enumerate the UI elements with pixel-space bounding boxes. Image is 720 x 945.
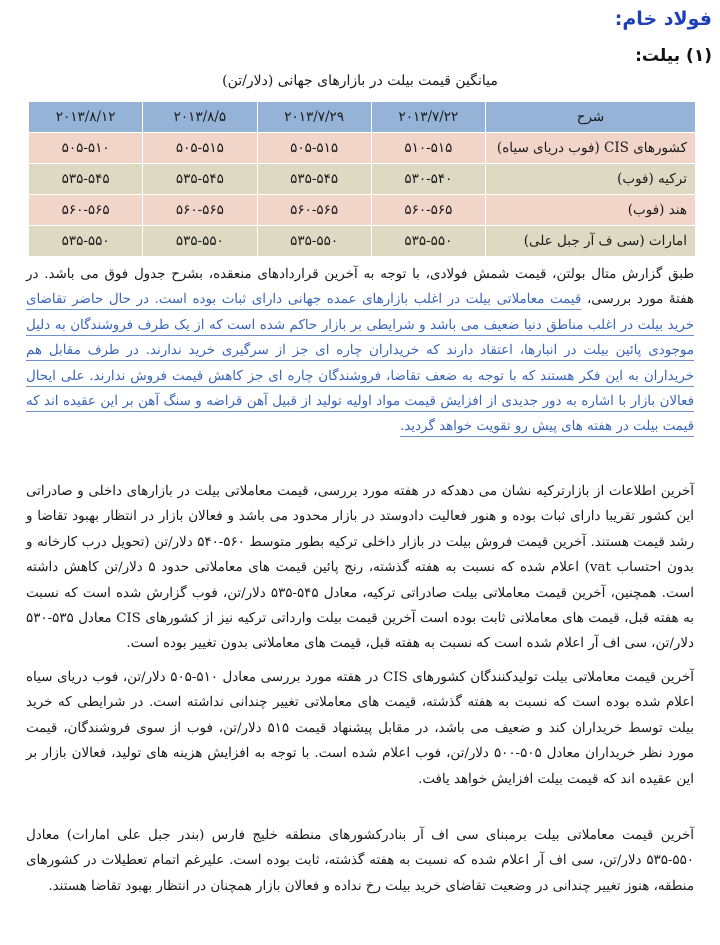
table-cell: ۵۳۵-۵۵۰ bbox=[257, 226, 371, 257]
paragraph-cis-market: آخرین قیمت معاملاتی بیلت تولیدکنندگان کشورهای CIS در هفته مورد بررسی معادل ۵۱۰-۵۰۵ دلار/تن، فوب دریای سیاه اعلام شده بوده است که نسبت به هفته گذشته، قیمت های معاملاتی تغییر چندانی نداشته است. در شرایطی که خرید بیلت توسط خریداران کند و ضعیف می باشد، در مقابل پیشنهاد قیمت ۵۱۵ دلار/تن، فوب از سوی فروشندگان، قیمت مورد نظر خریداران معادل ۵۰۵-۵۰۰ دلار/تن، فوب اعلام شده است. با توجه به افزایش هزینه های تولید، فعالان بازار بر این عقیده اند که قیمت بیلت افزایش خواهد یافت. bbox=[26, 670, 694, 787]
table-cell: ۵۰۵-۵۱۵ bbox=[257, 133, 371, 164]
column-header: ۲۰۱۳/۸/۵ bbox=[143, 102, 257, 133]
row-label: کشورهای CIS (فوب دریای سیاه) bbox=[486, 133, 696, 164]
highlighted-text: قیمت معاملاتی بیلت در اغلب بازارهای عمده جهانی دارای ثبات بوده است. در حال حاضر تقاضای خرید بیلت در اغلب مناطق دنیا ضعیف می باشد و شرایطی بر بازار حاکم شده است که از یک طرف فروشندگان به دلیل موجودی پائین بیلت در انبارها، اعتقاد دارند که خریداران چاره ای جز از سرگیری خرید ندارند. در طرف مقابل هم خریداران به این فکر هستند که با توجه به ضعف تقاضا، فروشندگان چاره ای جز کاهش قیمت فروش ندارند. علی ایحال فعالان بازار با اشاره به دور جدیدی از افزایش قیمت مواد اولیه تولید از قبیل آهن قراضه و سنگ آهن بر این عقیده اند که قیمت بیلت در هفته های پیش رو تقویت خواهد گردید. bbox=[26, 292, 694, 435]
subsection-heading: (۱) بیلت: bbox=[635, 46, 712, 66]
table-cell: ۵۶۰-۵۶۵ bbox=[257, 195, 371, 226]
table-cell: ۵۶۰-۵۶۵ bbox=[371, 195, 485, 226]
row-label: هند (فوب) bbox=[486, 195, 696, 226]
column-header: ۲۰۱۳/۸/۱۲ bbox=[29, 102, 143, 133]
table-cell: ۵۳۵-۵۴۵ bbox=[257, 164, 371, 195]
paragraph-text: طبق گزارش متال بولتن، قیمت شمش فولادی، با توجه به آخرین قراردادهای منعقده، بشرح جدول فوق می باشد. در هفتهٔ مورد بررسی، bbox=[26, 267, 694, 308]
paragraph-turkey-market: آخرین اطلاعات از بازارترکیه نشان می دهدکه در هفته مورد بررسی، قیمت معاملاتی بیلت در بازارهای داخلی و صادراتی این کشور تقریبا دارای ثبات بوده و هنور فعالیت دادوستد در بازار محدود می باشد و فعالان بازار در انتظار بهبود تقاضا و رشد قیمت هستند. آخرین قیمت فروش بیلت در بازار داخلی ترکیه بطور متوسط ۵۶۰-۵۴۰ دلار/تن (تحویل درب کارخانه و بدون احتساب vat) اعلام شده که نسبت به هفته گذشته، رنج پائین قیمت های معاملاتی حدود ۵ دلار/تن کاهش داشته است. همچنین، آخرین قیمت معاملاتی بیلت صادراتی ترکیه، معادل ۵۴۵-۵۳۵ دلار/تن، فوب گزارش شده است که نسبت به هفته قبل، قیمت های معاملاتی ثابت بوده است آخرین قیمت بیلت وارداتی ترکیه نیز از کشورهای CIS معادل ۵۳۵-۵۳۰ دلار/تن، سی اف آر اعلام شده است که نسبت به هفته قبل، قیمت های معاملاتی بدون تغییر بوده است. bbox=[26, 484, 695, 652]
table-cell: ۵۳۵-۵۴۵ bbox=[143, 164, 257, 195]
table-row bbox=[29, 164, 696, 195]
paragraph-global-market bbox=[26, 262, 694, 440]
column-header: ۲۰۱۳/۷/۲۲ bbox=[371, 102, 485, 133]
table-cell: ۵۳۵-۵۴۵ bbox=[29, 164, 143, 195]
table-header-row bbox=[29, 102, 696, 133]
table-cell: ۵۳۵-۵۵۰ bbox=[143, 226, 257, 257]
table-cell: ۵۶۰-۵۶۵ bbox=[29, 195, 143, 226]
row-label: ترکیه (فوب) bbox=[486, 164, 696, 195]
table-cell: ۵۱۰-۵۱۵ bbox=[371, 133, 485, 164]
table-cell: ۵۰۵-۵۱۵ bbox=[143, 133, 257, 164]
table-cell: ۵۳۵-۵۵۰ bbox=[371, 226, 485, 257]
table-row bbox=[29, 226, 696, 257]
table-row bbox=[29, 195, 696, 226]
column-header: ۲۰۱۳/۷/۲۹ bbox=[257, 102, 371, 133]
table-row bbox=[29, 133, 696, 164]
section-heading: فولاد خام: bbox=[614, 8, 712, 30]
table-cell: ۵۰۵-۵۱۰ bbox=[29, 133, 143, 164]
paragraph-persian-gulf-market: آخرین قیمت معاملاتی بیلت برمبنای سی اف آر بنادرکشورهای منطقه خلیج فارس (بندر جبل علی امارات) معادل ۵۵۰-۵۳۵ دلار/تن، سی اف آر اعلام شده که نسبت به هفته گذشته، ثابت بوده است. علیرغم اتمام تعطیلات در کشورهای منطقه، هنوز تغییر چندانی در وضعیت تقاضای خرید بیلت رخ نداده و فعالان بازار همچنان در انتظار بهبود تقاضا هستند. bbox=[26, 828, 694, 894]
table-cell: ۵۳۰-۵۴۰ bbox=[371, 164, 485, 195]
column-header: شرح bbox=[486, 102, 696, 133]
row-label: امارات (سی ف آر جبل علی) bbox=[486, 226, 696, 257]
table-caption: میانگین قیمت بیلت در بازارهای جهانی (دلار/تن) bbox=[222, 73, 498, 89]
table-cell: ۵۶۰-۵۶۵ bbox=[143, 195, 257, 226]
table-cell: ۵۳۵-۵۵۰ bbox=[29, 226, 143, 257]
billet-price-table bbox=[28, 101, 696, 257]
